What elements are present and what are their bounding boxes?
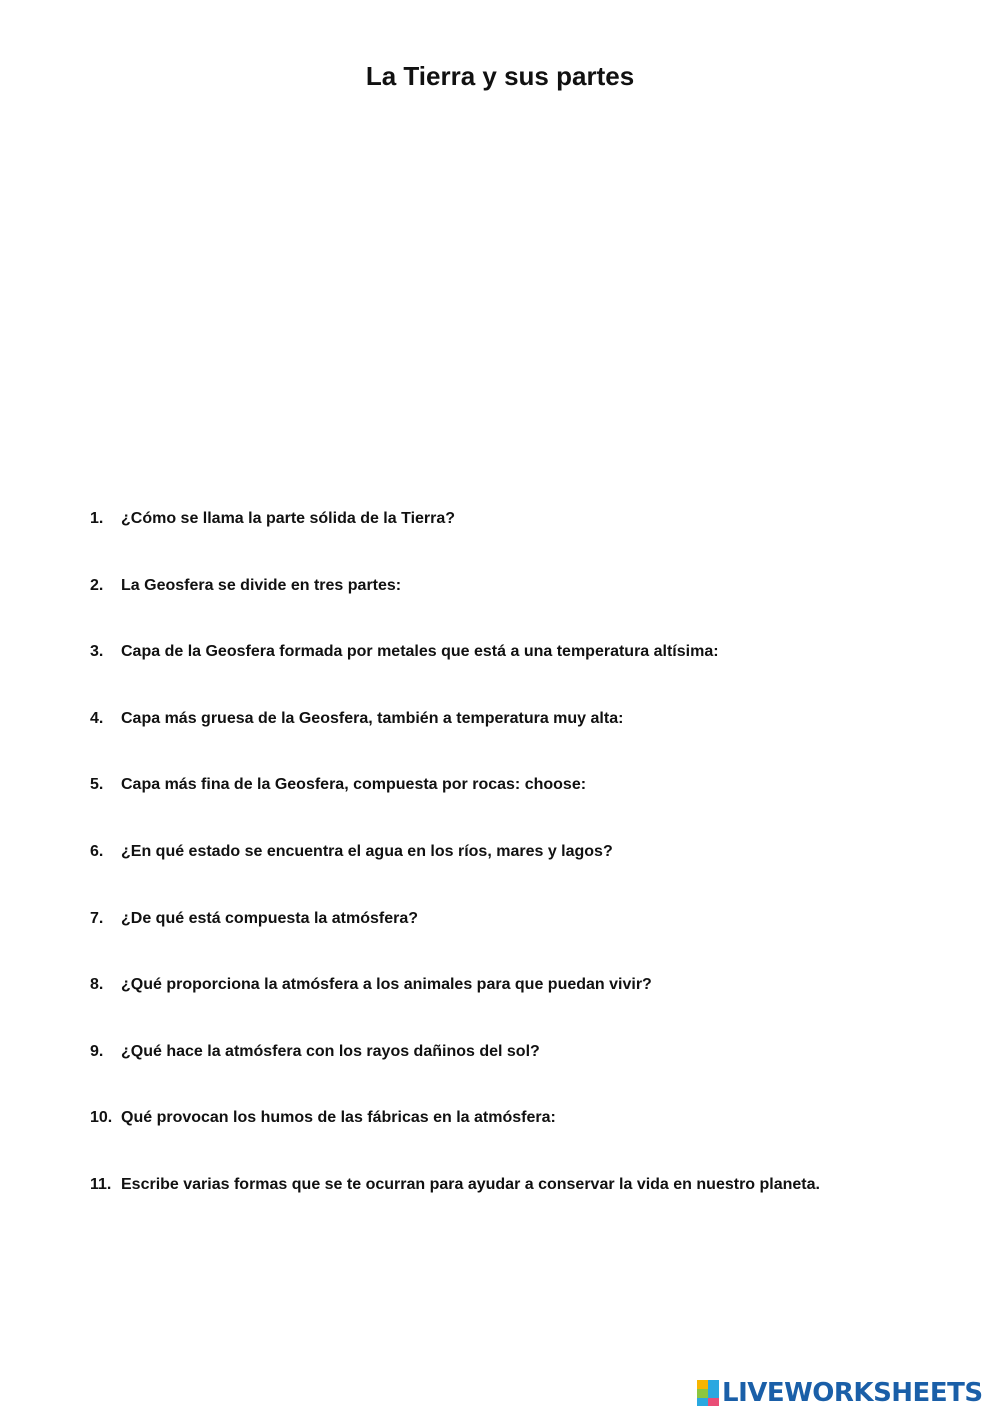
question-number: 4. (90, 709, 104, 727)
liveworksheets-brand (697, 1378, 983, 1408)
question-number: 10. (90, 1109, 113, 1127)
question-item-9 (90, 1041, 940, 1108)
question-item-4 (90, 708, 940, 775)
question-number: 7. (90, 909, 104, 927)
brand-wordmark: LIVEWORKSHEETS (722, 1378, 983, 1408)
question-number: 9. (90, 1042, 104, 1060)
question-number: 6. (90, 842, 104, 860)
question-text: La Geosfera se divide en tres partes: (121, 576, 402, 594)
question-number: 8. (90, 976, 104, 994)
question-text: ¿Qué hace la atmósfera con los rayos dañinos del sol? (121, 1042, 540, 1060)
question-text: Capa más gruesa de la Geosfera, también a temperatura muy alta: (121, 709, 624, 727)
question-number: 11. (90, 1175, 112, 1193)
question-number: 3. (90, 643, 104, 661)
image-placeholder-area (90, 110, 910, 480)
question-text: ¿Qué proporciona la atmósfera a los animales para que puedan vivir? (121, 976, 652, 994)
question-text: Qué provocan los humos de las fábricas en la atmósfera: (121, 1109, 556, 1127)
question-item-3 (90, 641, 940, 708)
question-list (90, 508, 940, 1241)
question-text: Capa de la Geosfera formada por metales que está a una temperatura altísima: (121, 643, 719, 661)
question-item-8 (90, 974, 940, 1041)
question-text: ¿En qué estado se encuentra el agua en los ríos, mares y lagos? (121, 842, 613, 860)
question-number: 2. (90, 576, 104, 594)
question-text: Capa más fina de la Geosfera, compuesta por rocas: choose: (121, 776, 587, 794)
question-item-7 (90, 908, 940, 975)
page-title: La Tierra y sus partes (365, 61, 635, 91)
question-item-10 (90, 1107, 940, 1174)
question-item-5 (90, 774, 940, 841)
question-text: Escribe varias formas que se te ocurran para ayudar a conservar la vida en nuestro planeta. (121, 1175, 820, 1193)
question-item-1 (90, 508, 940, 575)
question-item-11 (90, 1174, 940, 1241)
question-item-2 (90, 575, 940, 642)
question-item-6 (90, 841, 940, 908)
question-number: 5. (90, 776, 104, 794)
liveworksheets-logo-icon (697, 1380, 719, 1406)
question-text: ¿De qué está compuesta la atmósfera? (121, 909, 418, 927)
question-number: 1. (90, 510, 104, 527)
question-text: ¿Cómo se llama la parte sólida de la Tierra? (121, 510, 456, 527)
